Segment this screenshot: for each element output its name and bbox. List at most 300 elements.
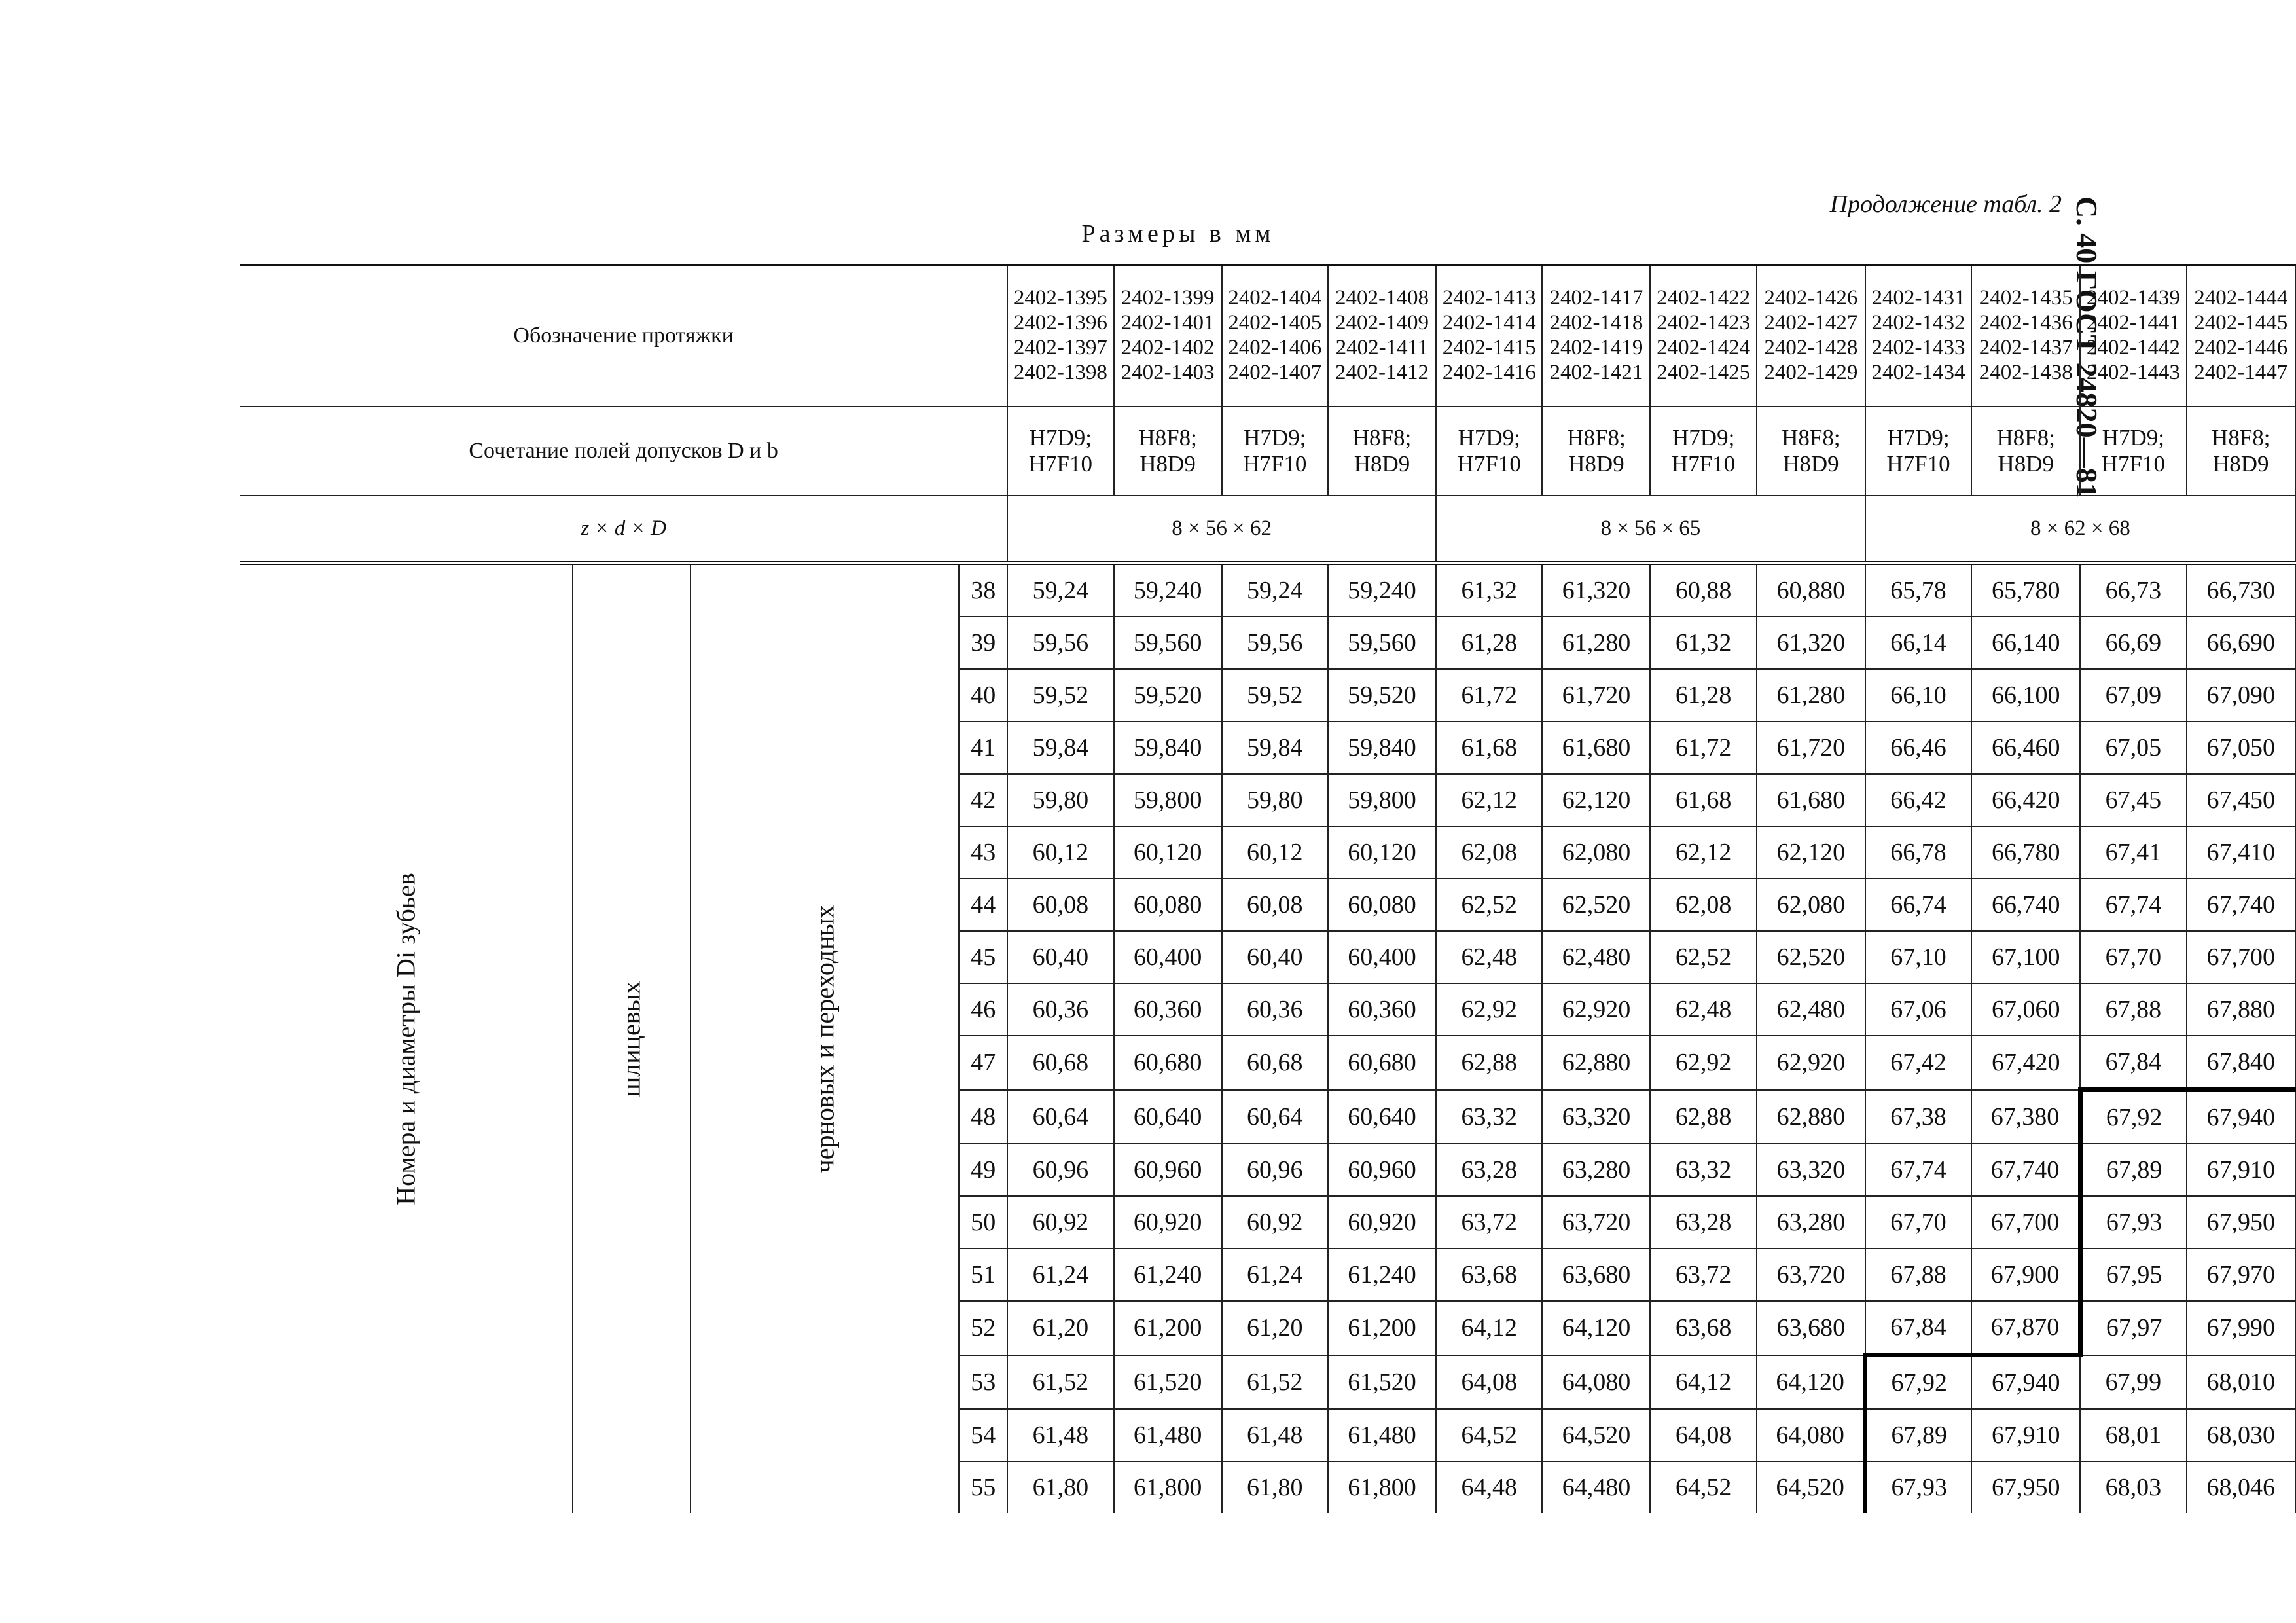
diameter-value: 61,680 bbox=[1542, 721, 1650, 774]
diameter-value: 63,72 bbox=[1650, 1249, 1756, 1301]
diameter-value: 67,89 bbox=[2080, 1144, 2186, 1196]
diameter-value: 60,080 bbox=[1114, 879, 1222, 931]
tolerance-value: H7F10 bbox=[2101, 451, 2165, 477]
diameter-value: 60,40 bbox=[1007, 931, 1113, 983]
tooth-number: 55 bbox=[959, 1461, 1007, 1513]
diameter-value: 59,560 bbox=[1328, 617, 1436, 669]
diameter-value: 60,64 bbox=[1007, 1090, 1113, 1144]
tolerance-value: H8D9 bbox=[1139, 451, 1196, 477]
designation-code: 2402-1428 bbox=[1764, 336, 1858, 359]
tooth-number: 39 bbox=[959, 617, 1007, 669]
diameter-value: 63,32 bbox=[1436, 1090, 1542, 1144]
tolerance-cell bbox=[1114, 407, 1222, 496]
diameter-value: 66,73 bbox=[2080, 563, 2186, 617]
diameter-value: 60,360 bbox=[1114, 983, 1222, 1036]
tolerance-value: H8D9 bbox=[1568, 451, 1624, 477]
tooth-number: 52 bbox=[959, 1301, 1007, 1355]
diameter-value: 66,42 bbox=[1865, 774, 1971, 826]
diameter-value: 59,80 bbox=[1222, 774, 1328, 826]
diameter-value: 62,080 bbox=[1757, 879, 1865, 931]
tooth-number: 40 bbox=[959, 669, 1007, 721]
diameter-value: 61,32 bbox=[1650, 617, 1756, 669]
row-label-spline-cell bbox=[573, 563, 690, 1513]
designation-code: 2402-1417 bbox=[1549, 286, 1643, 310]
diameter-value: 64,52 bbox=[1436, 1409, 1542, 1461]
diameter-value: 67,840 bbox=[2187, 1036, 2295, 1090]
diameter-value: 60,880 bbox=[1757, 563, 1865, 617]
designation-code: 2402-1438 bbox=[1979, 360, 2073, 384]
diameter-value: 63,720 bbox=[1542, 1196, 1650, 1249]
diameter-value: 63,32 bbox=[1650, 1144, 1756, 1196]
designation-code: 2402-1401 bbox=[1121, 311, 1215, 335]
diameter-value: 63,680 bbox=[1542, 1249, 1650, 1301]
diameter-value: 61,20 bbox=[1007, 1301, 1113, 1355]
diameter-value: 67,74 bbox=[2080, 879, 2186, 931]
tooth-number: 54 bbox=[959, 1409, 1007, 1461]
diameter-value: 67,970 bbox=[2187, 1249, 2295, 1301]
tolerance-value: H8F8; bbox=[1567, 424, 1626, 450]
tooth-number: 53 bbox=[959, 1355, 1007, 1410]
diameter-value: 59,520 bbox=[1328, 669, 1436, 721]
tooth-number: 47 bbox=[959, 1036, 1007, 1090]
diameter-value: 59,24 bbox=[1007, 563, 1113, 617]
diameter-value: 67,99 bbox=[2080, 1355, 2186, 1410]
designation-code: 2402-1415 bbox=[1442, 336, 1536, 359]
diameter-value: 63,68 bbox=[1650, 1301, 1756, 1355]
diameter-value: 59,240 bbox=[1114, 563, 1222, 617]
diameter-value: 60,12 bbox=[1007, 826, 1113, 879]
diameter-value: 62,48 bbox=[1650, 983, 1756, 1036]
tolerance-value: H7D9; bbox=[2102, 424, 2165, 450]
diameter-value: 60,680 bbox=[1328, 1036, 1436, 1090]
tolerance-cell bbox=[2080, 407, 2186, 496]
diameter-value: 61,520 bbox=[1328, 1355, 1436, 1410]
dim-header: z × d × D bbox=[240, 496, 1007, 563]
diameter-value: 66,780 bbox=[1971, 826, 2080, 879]
diameter-value: 67,70 bbox=[2080, 931, 2186, 983]
diameter-value: 61,800 bbox=[1328, 1461, 1436, 1513]
diameter-value: 61,80 bbox=[1007, 1461, 1113, 1513]
designation-code: 2402-1447 bbox=[2194, 360, 2288, 384]
designation-code: 2402-1442 bbox=[2086, 336, 2180, 359]
tooth-number: 50 bbox=[959, 1196, 1007, 1249]
diameter-value: 66,69 bbox=[2080, 617, 2186, 669]
diameter-value: 61,32 bbox=[1436, 563, 1542, 617]
designation-code: 2402-1398 bbox=[1013, 360, 1107, 384]
designation-code: 2402-1413 bbox=[1442, 286, 1536, 310]
diameter-value: 60,400 bbox=[1114, 931, 1222, 983]
designation-code: 2402-1397 bbox=[1013, 336, 1107, 359]
diameter-value: 64,52 bbox=[1650, 1461, 1756, 1513]
diameter-value: 60,96 bbox=[1222, 1144, 1328, 1196]
diameter-value: 63,320 bbox=[1542, 1090, 1650, 1144]
diameter-value: 67,050 bbox=[2187, 721, 2295, 774]
dim-group-cell: 8 × 56 × 62 bbox=[1007, 496, 1436, 563]
diameter-value: 60,960 bbox=[1114, 1144, 1222, 1196]
diameter-value: 67,870 bbox=[1971, 1301, 2080, 1355]
tolerance-value: H7D9; bbox=[1887, 424, 1950, 450]
diameter-value: 64,520 bbox=[1542, 1409, 1650, 1461]
designation-code: 2402-1441 bbox=[2086, 311, 2180, 335]
designation-code: 2402-1412 bbox=[1335, 360, 1429, 384]
diameter-value: 61,680 bbox=[1757, 774, 1865, 826]
designation-cell bbox=[1757, 265, 1865, 407]
diameter-value: 61,28 bbox=[1436, 617, 1542, 669]
designation-code: 2402-1416 bbox=[1442, 360, 1536, 384]
diameter-value: 67,060 bbox=[1971, 983, 2080, 1036]
tolerance-cell bbox=[1328, 407, 1436, 496]
diameter-value: 63,720 bbox=[1757, 1249, 1865, 1301]
diameter-value: 66,420 bbox=[1971, 774, 2080, 826]
designation-code: 2402-1399 bbox=[1121, 286, 1215, 310]
diameter-value: 62,88 bbox=[1436, 1036, 1542, 1090]
diameter-value: 68,010 bbox=[2187, 1355, 2295, 1410]
diameter-value: 62,52 bbox=[1436, 879, 1542, 931]
tolerance-value: H7F10 bbox=[1457, 451, 1521, 477]
tolerance-value: H7F10 bbox=[1028, 451, 1092, 477]
tooth-number: 44 bbox=[959, 879, 1007, 931]
diameter-value: 61,240 bbox=[1114, 1249, 1222, 1301]
diameter-value: 59,560 bbox=[1114, 617, 1222, 669]
diameter-value: 60,960 bbox=[1328, 1144, 1436, 1196]
diameter-value: 59,84 bbox=[1007, 721, 1113, 774]
diameter-value: 61,68 bbox=[1650, 774, 1756, 826]
tolerance-value: H7D9; bbox=[1244, 424, 1306, 450]
diameter-value: 64,520 bbox=[1757, 1461, 1865, 1513]
diameter-value: 59,520 bbox=[1114, 669, 1222, 721]
diameter-value: 60,08 bbox=[1007, 879, 1113, 931]
diameter-value: 60,68 bbox=[1007, 1036, 1113, 1090]
tooth-number: 42 bbox=[959, 774, 1007, 826]
designation-code: 2402-1446 bbox=[2194, 336, 2288, 359]
diameter-value: 60,640 bbox=[1114, 1090, 1222, 1144]
diameter-value: 62,12 bbox=[1436, 774, 1542, 826]
diameter-value: 61,480 bbox=[1328, 1409, 1436, 1461]
diameter-value: 59,80 bbox=[1007, 774, 1113, 826]
tolerance-cell bbox=[2187, 407, 2295, 496]
designation-cell bbox=[1007, 265, 1113, 407]
diameter-value: 67,70 bbox=[1865, 1196, 1971, 1249]
tolerance-value: H7F10 bbox=[1672, 451, 1736, 477]
tolerance-value: H8F8; bbox=[2212, 424, 2270, 450]
designation-code: 2402-1427 bbox=[1764, 311, 1858, 335]
designation-cell bbox=[1222, 265, 1328, 407]
diameter-value: 66,730 bbox=[2187, 563, 2295, 617]
diameter-value: 67,92 bbox=[1865, 1355, 1971, 1410]
tooth-number: 49 bbox=[959, 1144, 1007, 1196]
diameter-value: 67,42 bbox=[1865, 1036, 1971, 1090]
diameter-value: 62,520 bbox=[1757, 931, 1865, 983]
row-label-spline: шлицевых bbox=[617, 981, 646, 1097]
diameter-value: 62,120 bbox=[1757, 826, 1865, 879]
diameter-value: 66,78 bbox=[1865, 826, 1971, 879]
diameter-value: 60,40 bbox=[1222, 931, 1328, 983]
diameter-value: 66,10 bbox=[1865, 669, 1971, 721]
diameter-value: 67,93 bbox=[2080, 1196, 2186, 1249]
designation-code: 2402-1437 bbox=[1979, 336, 2073, 359]
diameter-value: 61,200 bbox=[1114, 1301, 1222, 1355]
designation-code: 2402-1403 bbox=[1121, 360, 1215, 384]
tooth-number: 38 bbox=[959, 563, 1007, 617]
diameter-value: 67,410 bbox=[2187, 826, 2295, 879]
diameter-value: 67,84 bbox=[2080, 1036, 2186, 1090]
diameter-value: 67,38 bbox=[1865, 1090, 1971, 1144]
diameter-value: 68,01 bbox=[2080, 1409, 2186, 1461]
designation-code: 2402-1433 bbox=[1871, 336, 1965, 359]
tolerance-cell bbox=[1436, 407, 1542, 496]
tolerance-value: H8D9 bbox=[1998, 451, 2054, 477]
designation-cell bbox=[1114, 265, 1222, 407]
designation-code: 2402-1426 bbox=[1764, 286, 1858, 310]
codes-row bbox=[240, 265, 2295, 407]
designation-code: 2402-1423 bbox=[1657, 311, 1751, 335]
diameter-value: 67,89 bbox=[1865, 1409, 1971, 1461]
designation-code: 2402-1411 bbox=[1335, 336, 1429, 359]
tooth-number: 46 bbox=[959, 983, 1007, 1036]
diameter-value: 67,97 bbox=[2080, 1301, 2186, 1355]
diameter-value: 65,780 bbox=[1971, 563, 2080, 617]
designation-code: 2402-1431 bbox=[1871, 286, 1965, 310]
diameter-value: 67,450 bbox=[2187, 774, 2295, 826]
designation-code: 2402-1425 bbox=[1657, 360, 1751, 384]
diameter-value: 67,45 bbox=[2080, 774, 2186, 826]
tooth-number: 45 bbox=[959, 931, 1007, 983]
designation-code: 2402-1436 bbox=[1979, 311, 2073, 335]
diameter-value: 66,740 bbox=[1971, 879, 2080, 931]
diameter-value: 61,48 bbox=[1007, 1409, 1113, 1461]
tooth-number: 51 bbox=[959, 1249, 1007, 1301]
diameter-value: 62,92 bbox=[1436, 983, 1542, 1036]
tooth-number: 41 bbox=[959, 721, 1007, 774]
tolerance-value: H8D9 bbox=[1354, 451, 1410, 477]
diameter-value: 67,900 bbox=[1971, 1249, 2080, 1301]
tolerance-cell bbox=[1971, 407, 2080, 496]
diameter-value: 60,360 bbox=[1328, 983, 1436, 1036]
designation-code: 2402-1445 bbox=[2194, 311, 2288, 335]
diameter-value: 60,92 bbox=[1007, 1196, 1113, 1249]
diameter-value: 59,56 bbox=[1222, 617, 1328, 669]
diameter-value: 61,24 bbox=[1007, 1249, 1113, 1301]
diameter-value: 60,36 bbox=[1007, 983, 1113, 1036]
diameter-value: 68,03 bbox=[2080, 1461, 2186, 1513]
diameter-value: 64,120 bbox=[1542, 1301, 1650, 1355]
diameter-value: 64,120 bbox=[1757, 1355, 1865, 1410]
diameter-value: 62,88 bbox=[1650, 1090, 1756, 1144]
dim-group-cell: 8 × 56 × 65 bbox=[1436, 496, 1865, 563]
diameter-value: 64,080 bbox=[1757, 1409, 1865, 1461]
diameter-value: 62,52 bbox=[1650, 931, 1756, 983]
diameter-value: 67,74 bbox=[1865, 1144, 1971, 1196]
diameter-value: 61,720 bbox=[1542, 669, 1650, 721]
diameter-value: 60,36 bbox=[1222, 983, 1328, 1036]
diameter-value: 67,910 bbox=[2187, 1144, 2295, 1196]
diameter-value: 66,140 bbox=[1971, 617, 2080, 669]
diameter-value: 61,280 bbox=[1757, 669, 1865, 721]
tolerance-value: H8F8; bbox=[1996, 424, 2055, 450]
diameter-value: 63,28 bbox=[1436, 1144, 1542, 1196]
diameter-value: 68,030 bbox=[2187, 1409, 2295, 1461]
designation-cell bbox=[2080, 265, 2186, 407]
designation-code: 2402-1443 bbox=[2086, 360, 2180, 384]
diameter-value: 63,320 bbox=[1757, 1144, 1865, 1196]
diameter-value: 64,480 bbox=[1542, 1461, 1650, 1513]
diameter-value: 67,090 bbox=[2187, 669, 2295, 721]
diameter-value: 67,740 bbox=[1971, 1144, 2080, 1196]
diameter-value: 60,68 bbox=[1222, 1036, 1328, 1090]
dimension-table bbox=[240, 264, 2296, 1513]
diameter-value: 64,12 bbox=[1650, 1355, 1756, 1410]
diameter-value: 67,88 bbox=[2080, 983, 2186, 1036]
diameter-value: 61,80 bbox=[1222, 1461, 1328, 1513]
diameter-value: 62,92 bbox=[1650, 1036, 1756, 1090]
diameter-value: 67,88 bbox=[1865, 1249, 1971, 1301]
diameter-value: 68,046 bbox=[2187, 1461, 2295, 1513]
diameter-value: 64,080 bbox=[1542, 1355, 1650, 1410]
dims-row bbox=[240, 496, 2295, 563]
diameter-value: 62,920 bbox=[1757, 1036, 1865, 1090]
table-row bbox=[240, 563, 2295, 617]
diameter-value: 66,690 bbox=[2187, 617, 2295, 669]
designation-code: 2402-1434 bbox=[1871, 360, 1965, 384]
diameter-value: 67,940 bbox=[1971, 1355, 2080, 1410]
designation-code: 2402-1418 bbox=[1549, 311, 1643, 335]
tolerance-cell bbox=[1865, 407, 1971, 496]
diameter-value: 65,78 bbox=[1865, 563, 1971, 617]
diameter-value: 66,460 bbox=[1971, 721, 2080, 774]
diameter-value: 64,48 bbox=[1436, 1461, 1542, 1513]
tolerance-value: H8F8; bbox=[1352, 424, 1412, 450]
diameter-value: 62,08 bbox=[1650, 879, 1756, 931]
diameter-value: 60,64 bbox=[1222, 1090, 1328, 1144]
dim-group-cell: 8 × 62 × 68 bbox=[1865, 496, 2295, 563]
diameter-value: 61,520 bbox=[1114, 1355, 1222, 1410]
diameter-value: 67,910 bbox=[1971, 1409, 2080, 1461]
diameter-value: 61,320 bbox=[1542, 563, 1650, 617]
diameter-value: 67,950 bbox=[1971, 1461, 2080, 1513]
diameter-value: 59,800 bbox=[1328, 774, 1436, 826]
tolerance-cell bbox=[1222, 407, 1328, 496]
diameter-value: 59,24 bbox=[1222, 563, 1328, 617]
tolerance-value: H8D9 bbox=[1783, 451, 1839, 477]
diameter-value: 61,48 bbox=[1222, 1409, 1328, 1461]
diameter-value: 63,68 bbox=[1436, 1249, 1542, 1301]
tolerance-value: H7D9; bbox=[1672, 424, 1735, 450]
diameter-value: 67,380 bbox=[1971, 1090, 2080, 1144]
diameter-value: 61,720 bbox=[1757, 721, 1865, 774]
designation-code: 2402-1435 bbox=[1979, 286, 2073, 310]
tolerance-cell bbox=[1542, 407, 1650, 496]
diameter-value: 61,200 bbox=[1328, 1301, 1436, 1355]
diameter-value: 59,52 bbox=[1222, 669, 1328, 721]
tolerance-cell bbox=[1757, 407, 1865, 496]
designation-code: 2402-1405 bbox=[1228, 311, 1322, 335]
page-side-title-text: С. 40 ГОСТ 24820—81 bbox=[2070, 196, 2104, 498]
designation-cell bbox=[1650, 265, 1756, 407]
diameter-value: 61,52 bbox=[1222, 1355, 1328, 1410]
diameter-value: 62,480 bbox=[1757, 983, 1865, 1036]
diameter-value: 62,48 bbox=[1436, 931, 1542, 983]
diameter-value: 60,120 bbox=[1328, 826, 1436, 879]
designation-code: 2402-1414 bbox=[1442, 311, 1536, 335]
diameter-value: 62,920 bbox=[1542, 983, 1650, 1036]
tolerance-value: H8D9 bbox=[2213, 451, 2269, 477]
diameter-value: 62,880 bbox=[1542, 1036, 1650, 1090]
diameter-value: 60,680 bbox=[1114, 1036, 1222, 1090]
diameter-value: 61,800 bbox=[1114, 1461, 1222, 1513]
diameter-value: 63,280 bbox=[1757, 1196, 1865, 1249]
diameter-value: 64,08 bbox=[1436, 1355, 1542, 1410]
diameter-value: 61,240 bbox=[1328, 1249, 1436, 1301]
designation-code: 2402-1408 bbox=[1335, 286, 1429, 310]
designation-code: 2402-1421 bbox=[1549, 360, 1643, 384]
diameter-value: 60,400 bbox=[1328, 931, 1436, 983]
diameter-value: 59,52 bbox=[1007, 669, 1113, 721]
diameter-value: 67,420 bbox=[1971, 1036, 2080, 1090]
tolerance-value: H7F10 bbox=[1243, 451, 1307, 477]
designation-code: 2402-1396 bbox=[1013, 311, 1107, 335]
diameter-value: 67,880 bbox=[2187, 983, 2295, 1036]
diameter-value: 59,800 bbox=[1114, 774, 1222, 826]
diameter-value: 61,280 bbox=[1542, 617, 1650, 669]
diameter-value: 62,520 bbox=[1542, 879, 1650, 931]
designation-code: 2402-1422 bbox=[1657, 286, 1751, 310]
designation-code: 2402-1409 bbox=[1335, 311, 1429, 335]
diameter-value: 66,14 bbox=[1865, 617, 1971, 669]
diameter-value: 63,280 bbox=[1542, 1144, 1650, 1196]
diameter-value: 60,640 bbox=[1328, 1090, 1436, 1144]
diameter-value: 59,240 bbox=[1328, 563, 1436, 617]
designation-code: 2402-1429 bbox=[1764, 360, 1858, 384]
diameter-value: 61,52 bbox=[1007, 1355, 1113, 1410]
diameter-value: 67,09 bbox=[2080, 669, 2186, 721]
tolerance-value: H7D9; bbox=[1458, 424, 1520, 450]
designation-code: 2402-1395 bbox=[1013, 286, 1107, 310]
row-label-numbers-cell bbox=[240, 563, 573, 1513]
diameter-value: 60,96 bbox=[1007, 1144, 1113, 1196]
diameter-value: 62,880 bbox=[1757, 1090, 1865, 1144]
diameter-value: 67,10 bbox=[1865, 931, 1971, 983]
units-caption: Размеры в мм bbox=[1081, 220, 1275, 247]
diameter-value: 66,100 bbox=[1971, 669, 2080, 721]
diameter-value: 66,74 bbox=[1865, 879, 1971, 931]
diameter-value: 60,920 bbox=[1328, 1196, 1436, 1249]
diameter-value: 60,12 bbox=[1222, 826, 1328, 879]
tooth-number: 43 bbox=[959, 826, 1007, 879]
tolerance-header: Сочетание полей допусков D и b bbox=[240, 407, 1007, 496]
diameter-value: 63,72 bbox=[1436, 1196, 1542, 1249]
diameter-value: 61,24 bbox=[1222, 1249, 1328, 1301]
diameter-value: 67,940 bbox=[2187, 1090, 2295, 1144]
designation-code: 2402-1439 bbox=[2086, 286, 2180, 310]
tooth-number: 48 bbox=[959, 1090, 1007, 1144]
diameter-value: 59,56 bbox=[1007, 617, 1113, 669]
diameter-value: 60,120 bbox=[1114, 826, 1222, 879]
designation-cell bbox=[1971, 265, 2080, 407]
designation-code: 2402-1444 bbox=[2194, 286, 2288, 310]
diameter-value: 67,950 bbox=[2187, 1196, 2295, 1249]
diameter-value: 62,480 bbox=[1542, 931, 1650, 983]
diameter-value: 67,84 bbox=[1865, 1301, 1971, 1355]
tolerance-value: H7F10 bbox=[1886, 451, 1950, 477]
diameter-value: 67,700 bbox=[1971, 1196, 2080, 1249]
diameter-value: 67,41 bbox=[2080, 826, 2186, 879]
diameter-value: 60,920 bbox=[1114, 1196, 1222, 1249]
row-label-rough-cell bbox=[691, 563, 960, 1513]
diameter-value: 61,28 bbox=[1650, 669, 1756, 721]
diameter-value: 67,05 bbox=[2080, 721, 2186, 774]
diameter-value: 67,93 bbox=[1865, 1461, 1971, 1513]
designation-code: 2402-1406 bbox=[1228, 336, 1322, 359]
